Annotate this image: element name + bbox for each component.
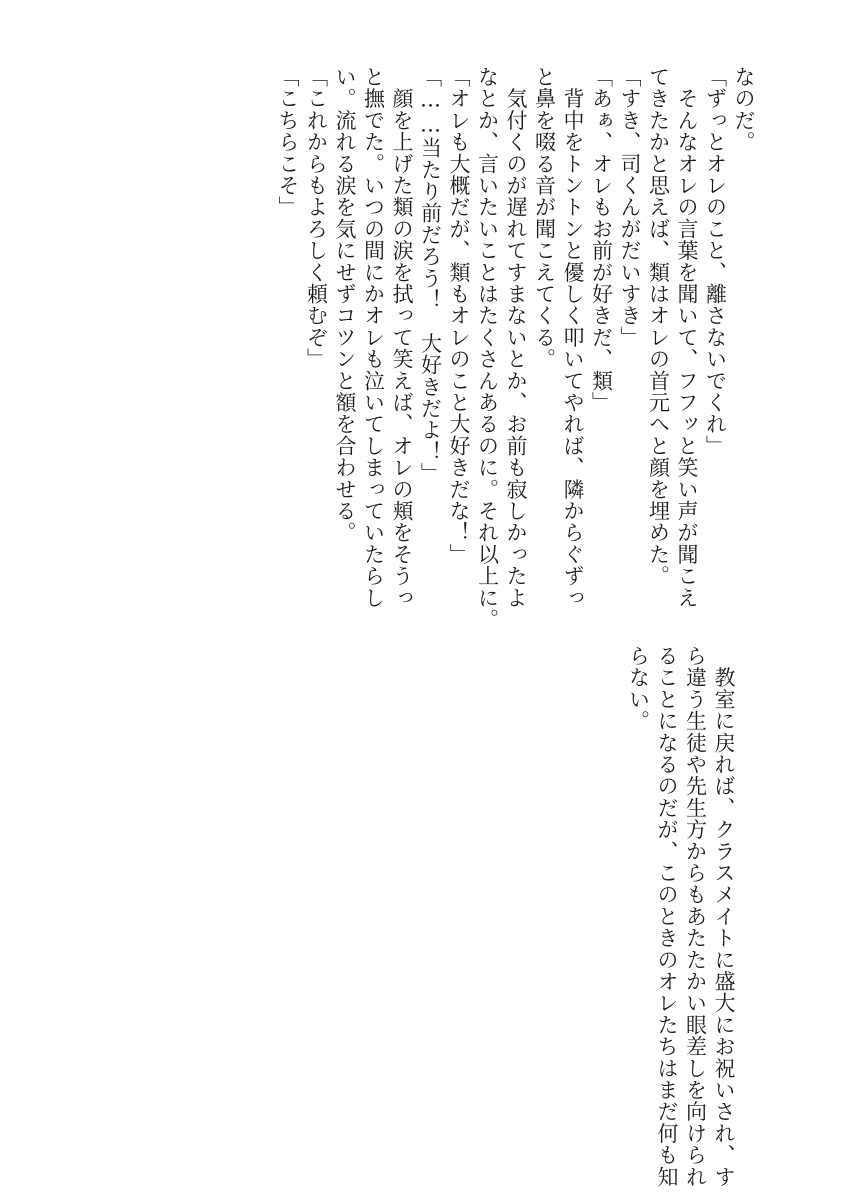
- text-line: 教室に戻れば、クラスメイトに盛大にお祝いされ、す: [712, 645, 736, 1188]
- text-line: らない。: [626, 645, 651, 732]
- text-line: と鼻を啜る音が聞こえてくる。: [532, 66, 557, 370]
- text-line: なとか、言いたいことはたくさんあるのに。それ以上に。: [475, 66, 500, 631]
- text-line: と撫でた。いつの間にかオレも泣いてしまっていたらし: [361, 66, 386, 609]
- text-line: そんなオレの言葉を聞いて、フフッと笑い声が聞こえ: [675, 66, 699, 609]
- lower-text-block: [624, 645, 738, 1188]
- text-line: なのだ。: [732, 66, 756, 153]
- text-line: 「あぁ、オレもお前が好きだ、類」: [589, 66, 614, 414]
- text-line: 「これからもよろしく頼むぞ」: [304, 66, 329, 370]
- text-line: 「こちらこそ」: [276, 66, 300, 218]
- text-line: 「オレも大概だが、類もオレのこと大好きだな！」: [447, 66, 471, 566]
- text-line: い。流れる涙を気にせずコツンと額を合わせる。: [333, 66, 357, 544]
- text-line: 「ずっとオレのこと、離さないでくれ」: [703, 66, 728, 457]
- text-line: てきたかと思えば、類はオレの首元へと顔を埋めた。: [646, 66, 671, 587]
- text-line: ら違う生徒や先生方からもあたたかい眼差しを向けられ: [683, 645, 708, 1188]
- text-line: 気付くのが遅れてすまないとか、お前も寂しかったよ: [504, 66, 528, 609]
- text-line: 「すき、司くんがだいすき」: [618, 66, 642, 349]
- text-line: 背中をトントンと優しく叩いてやれば、隣からぐずっ: [561, 66, 585, 609]
- text-line: 「……当たり前だろう！ 大好きだよ！」: [418, 66, 443, 485]
- text-line: 顔を上げた類の涙を拭って笑えば、オレの頬をそうっ: [390, 66, 414, 609]
- text-line: ることになるのだが、このときのオレたちはまだ何も知: [655, 645, 679, 1188]
- upper-text-block: [274, 66, 759, 631]
